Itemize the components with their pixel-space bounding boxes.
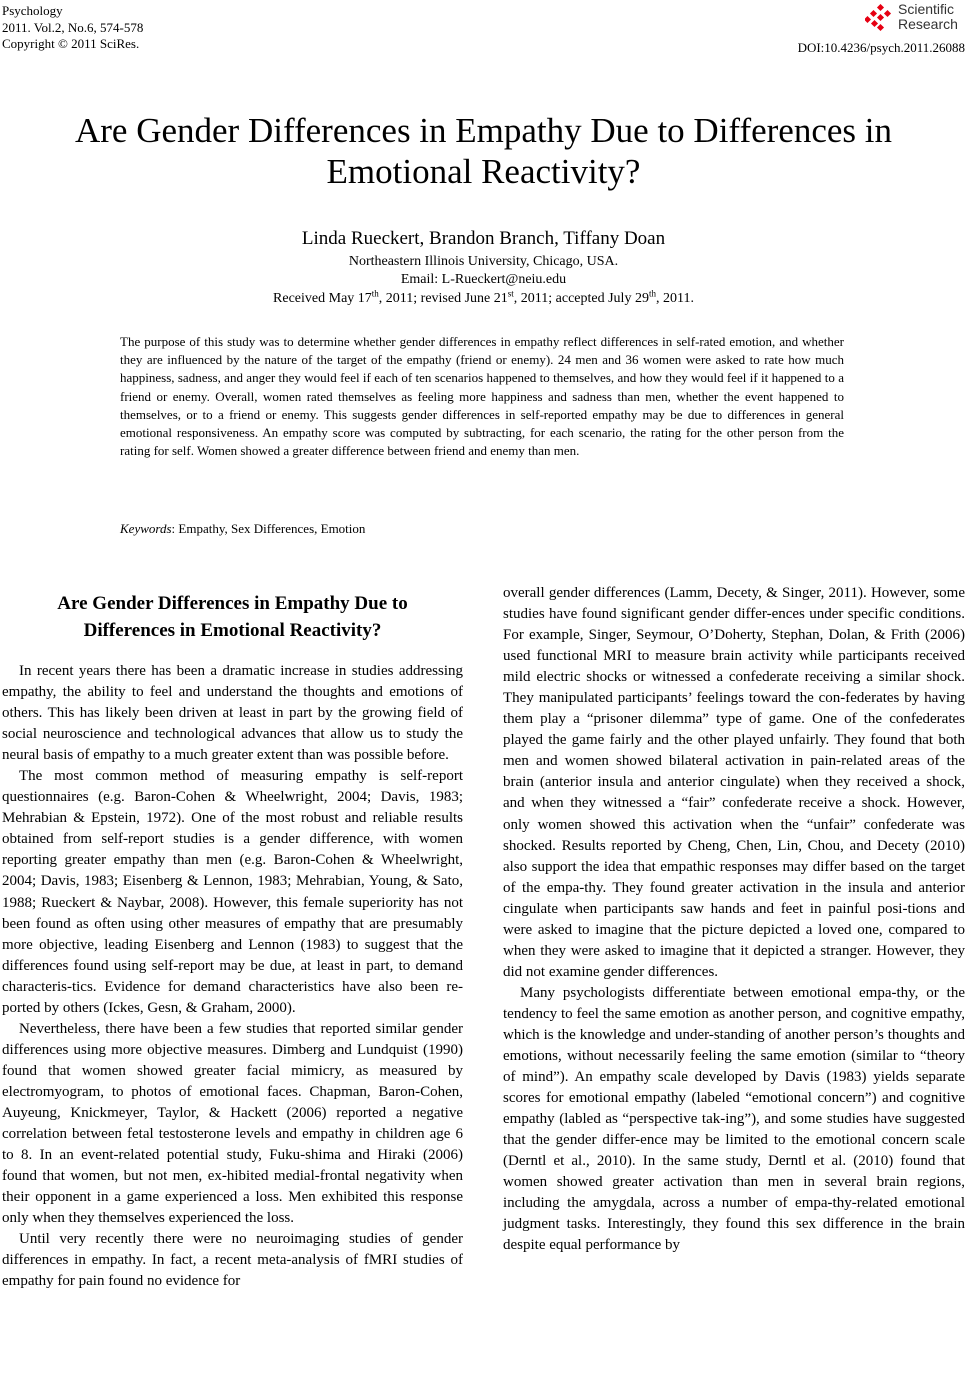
- section-heading: [2, 590, 463, 644]
- section-heading-line-2: Differences in Emotional Reactivity?: [83, 620, 382, 641]
- scientific-research-logo-icon: [865, 4, 897, 32]
- keywords: [120, 520, 365, 538]
- body-column-left: [2, 583, 463, 1292]
- authors: Linda Rueckert, Brandon Branch, Tiffany Doan: [301, 228, 666, 249]
- affiliation: Northeastern Illinois University, Chicago, USA.: [348, 254, 619, 269]
- received-part-3: , 2011; accepted July 29: [513, 291, 649, 306]
- body-paragraph: In recent years there has been a dramatic increase in studies addressing empathy, the ability to feel and understand the thoughts and emotions of others. This has likely been driven at least in part by the growing field of social neuroscience and technological advances that allow us to study the neural basis of empathy to a much greater extent than was possible before.: [2, 663, 463, 764]
- received-sup-2: st: [507, 288, 514, 299]
- author-email: Email: L-Rueckert@neiu.edu: [400, 272, 567, 287]
- body-paragraph: overall gender differences (Lamm, Decety, & Singer, 2011). However, some studies have found significant gender differ-ences under specific conditions. For example, Singer, Seymour, O’Doherty, Stephan, Dolan, & Frith (2006) used functional MRI to measure brain activity while participants received mild electric shocks or witnessed a confederate receiving a similar shock. They manipulated participants’ feelings toward the con-federates by having them play a “prisoner dilemma” type of game. One of the confederates played the game fairly and the other played unfairly. They found that both men and women showed bilateral activation in pain-related areas of the brain (anterior insula and anterior cingulate) when they received a shock, and when they witnessed a “fair” confederate receive a shock. However, only women showed this activation when the “unfair” confederate was shocked. Results reported by Cheng, Chen, Lin, Chou, and Decety (2010) also support the idea that empathic responses may differ based on the target of the empa-thy. They found greater activation in the insula and anterior cingulate when participants saw hands and feet in painful posi-tions and were asked to imagine that the picture depicted a loved one, compared to when they were asked to imagine that it depicted a stranger. However, they did not examine gender differences.: [503, 585, 965, 980]
- body-paragraph: Many psychologists differentiate between emotional empa-thy, or the tendency to feel the same emotion as another person, and cognitive empathy, which is the knowledge and under-standing of another person’s thoughts and emotions, without necessarily feeling the same emotion (similar to “theory of mind”). An empathy scale developed by Davis (1983) yields separate scores for emotional empathy (labeled “emotional concern”) and cognitive empathy (labled as “perspective tak-ing”), and some studies have suggested that the gender differ-ence may be limited to the emotional concern scale (Derntl et al., 2010). In the same study, Derntl et al. (2010) found that women showed greater activation than men in several brain regions, including the amygdala, across a number of empa-thy-related emotional judgment tasks. Interestingly, they found this sex difference in the brain despite equal performance by: [503, 984, 965, 1254]
- paper-title: [0, 110, 967, 192]
- received-dates: [0, 289, 967, 308]
- copyright-notice: Copyright © 2011 SciRes.: [2, 36, 140, 51]
- body-column-right: [503, 583, 965, 1257]
- abstract: The purpose of this study was to determine whether gender differences in empathy reflect differences in self-rated emotion, and whether they are influenced by the nature of the target of the empathy (friend or enemy). 24 men and 36 women were asked to rate how much happiness, sadness, and anger they would feel if each of ten scenarios happened to themselves, and how they would feel if it happened to a friend or enemy. Overall, women rated themselves as feeling more happiness and sadness than men, whether the event happened to themselves, or to a friend or enemy. This suggests gender differences in self-reported empathy may be due to differences in general emotional responsiveness. An empathy score was computed by subtracting, for each scenario, the rating for the other person from the rating for self. Women showed a greater difference between friend and enemy than men.: [120, 334, 844, 459]
- body-paragraph: The most common method of measuring empathy is self-report questionnaires (e.g. Baron-Cohen & Wheelwright, 2004; Davis, 1983; Mehrabian & Epstein, 1972). One of the most robust and reliable results obtained from self-report studies is a gender difference, with women reporting greater empathy than men (e.g. Baron-Cohen & Wheelwright, 2004; Davis, 1983; Eisenberg & Lennon, 1983; Mehrabian, Young, & Sato, 1988; Rueckert & Naybar, 2008). However, this female superiority has not been found as often using other measures of empathy that are presumably more objective, leading Eisenberg and Lennon (1983) to suggest that the differences found using self-report may be due, at least in part, to demand characteris-tics. Evidence for demand characteristics have also been re-ported by others (Ickes, Gesn, & Graham, 2000).: [2, 768, 463, 1016]
- title-line-1: Are Gender Differences in Empathy Due to Differences in: [75, 111, 892, 150]
- body-paragraph: Until very recently there were no neuroimaging studies of gender differences in empathy. In fact, a recent meta-analysis of fMRI studies of empathy for pain found no evidence for: [2, 1231, 463, 1290]
- doi: DOI:10.4236/psych.2011.26088: [797, 40, 965, 55]
- logo-text-line2: Research: [898, 16, 958, 32]
- volume-info: 2011. Vol.2, No.6, 574-578: [2, 19, 144, 35]
- received-sup-3: th: [648, 288, 656, 299]
- received-part-2: , 2011; revised June 21: [378, 291, 508, 306]
- logo-text-line1: Scientific: [898, 1, 955, 17]
- keywords-label: Keywords: [120, 521, 172, 536]
- journal-header: [2, 3, 143, 53]
- publisher-logo: [865, 0, 965, 34]
- title-line-2: Emotional Reactivity?: [326, 152, 641, 191]
- keywords-text: : Empathy, Sex Differences, Emotion: [171, 521, 366, 536]
- body-paragraph: Nevertheless, there have been a few studies that reported similar gender differences using more objective measures. Dimberg and Lundquist (1990) found that women showed greater facial mimicry, as measured by electromyogram, to photos of emotional faces. Chapman, Baron-Cohen, Auyeung, Knickmeyer, Taylor, & Hackett (2006) reported a negative correlation between fetal testosterone levels and empathy in children age 6 to 8. In an event-related potential study, Fuku-shima and Hiraki (2006) found that women, but not men, ex-hibited medial-frontal negativity when their opponent in a game experienced a loss. Men exhibited this response only when they themselves experienced the loss.: [2, 1020, 463, 1227]
- received-part-4: , 2011.: [655, 291, 694, 306]
- received-sup-1: th: [371, 288, 379, 299]
- journal-name: Psychology: [2, 3, 63, 18]
- section-heading-line-1: Are Gender Differences in Empathy Due to: [57, 593, 408, 614]
- received-part-1: Received May 17: [273, 291, 372, 306]
